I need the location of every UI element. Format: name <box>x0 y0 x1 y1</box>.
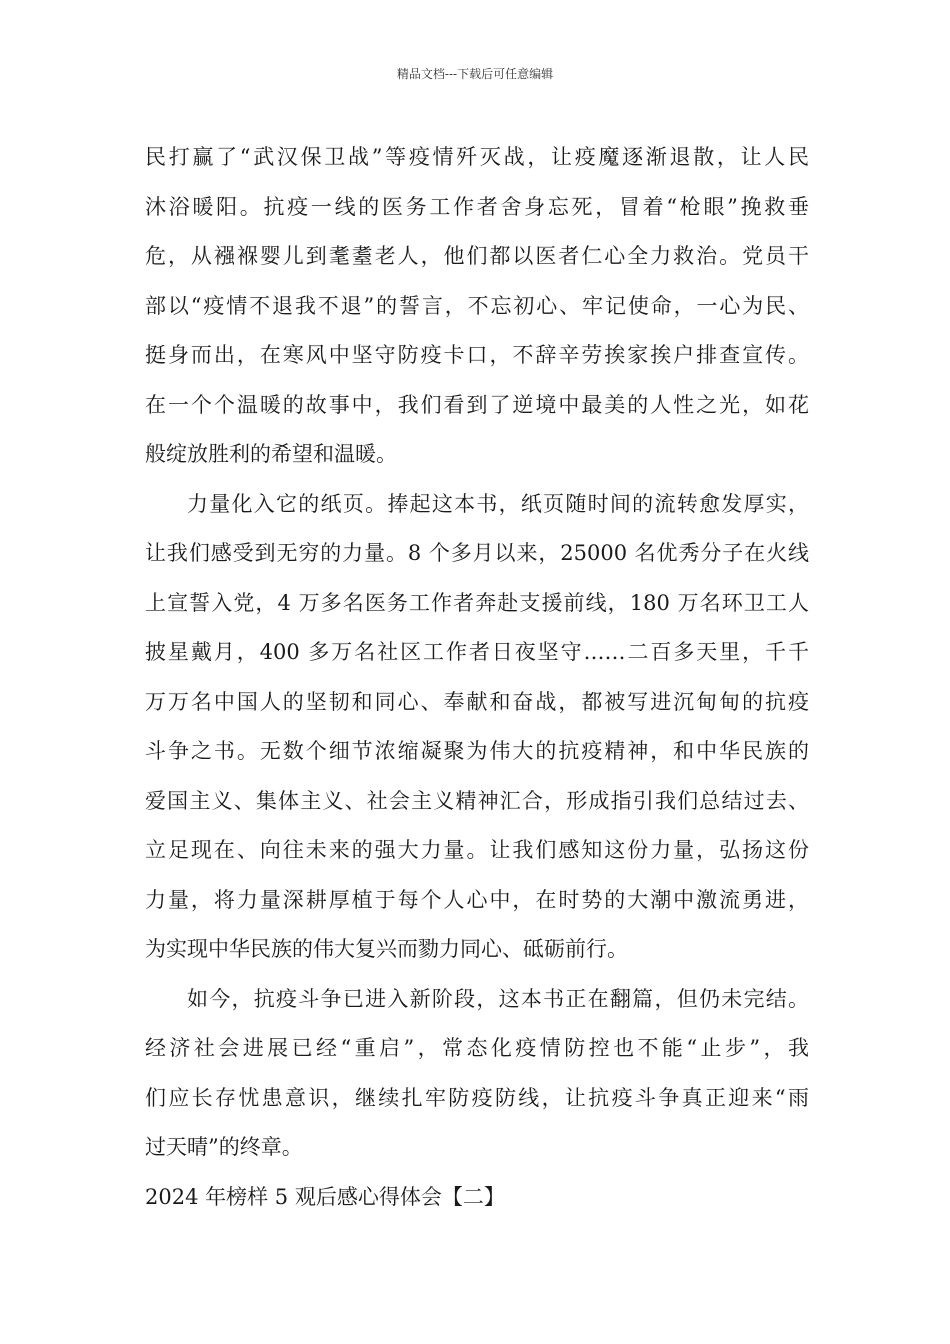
text-line: 万万名中国人的坚韧和同心、奉献和奋战，都被写进沉甸甸的抗疫 <box>145 689 809 714</box>
text-line: 经济社会进展已经“重启”，常态化疫情防控也不能“止步”，我 <box>145 1036 809 1060</box>
text-line: 力量化入它的纸页。捧起这本书，纸页随时间的流转愈发厚实， <box>187 491 809 516</box>
text-line: 们应长存忧患意识，继续扎牢防疫防线，让抗疫斗争真正迎来“雨 <box>145 1085 809 1110</box>
text-line: 让我们感受到无穷的力量。8 个多月以来，25000 名优秀分子在火线 <box>145 541 809 565</box>
text-line: 爱国主义、集体主义、社会主义精神汇合，形成指引我们总结过去、 <box>145 788 809 813</box>
text-line: 部以“疫情不退我不退”的誓言，不忘初心、牢记使命，一心为民、 <box>145 293 809 318</box>
page-header: 精品文档---下载后可任意编辑 <box>396 67 554 81</box>
text-line: 立足现在、向往未来的强大力量。让我们感知这份力量，弘扬这份 <box>145 838 809 862</box>
text-line: 挺身而出，在寒风中坚守防疫卡口，不辞辛劳挨家挨户排查宣传。 <box>145 343 809 367</box>
paragraph-2 <box>145 480 809 975</box>
section-heading: 2024 年榜样 5 观后感心得体会【二】 <box>145 1184 505 1209</box>
text-line: 般绽放胜利的希望和温暖。 <box>145 442 397 466</box>
text-line: 危，从襁褓婴儿到耄耋老人，他们都以医者仁心全力救治。党员干 <box>145 244 809 268</box>
text-line: 民打赢了“武汉保卫战”等疫情歼灭战，让疫魔逐渐退散，让人民 <box>145 145 809 169</box>
paragraph-1 <box>145 133 809 480</box>
text-line: 在一个个温暖的故事中，我们看到了逆境中最美的人性之光，如花 <box>145 392 809 417</box>
text-line: 斗争之书。无数个细节浓缩凝聚为伟大的抗疫精神，和中华民族的 <box>145 739 809 763</box>
text-line: 上宣誓入党，4 万多名医务工作者奔赴支援前线，180 万名环卫工人 <box>145 590 809 615</box>
paragraph-3 <box>145 975 809 1173</box>
text-line: 披星戴月，400 多万名社区工作者日夜坚守……二百多天里，千千 <box>145 640 809 664</box>
document-body <box>145 133 809 1222</box>
text-line: 力量，将力量深耕厚植于每个人心中，在时势的大潮中激流勇进， <box>145 887 809 912</box>
text-line: 过天晴”的终章。 <box>145 1135 303 1159</box>
text-line: 沐浴暖阳。抗疫一线的医务工作者舍身忘死，冒着“枪眼”挽救垂 <box>145 194 809 219</box>
text-line: 为实现中华民族的伟大复兴而勠力同心、砥砺前行。 <box>145 937 628 961</box>
text-line: 如今，抗疫斗争已进入新阶段，这本书正在翻篇，但仍未完结。 <box>187 986 809 1011</box>
